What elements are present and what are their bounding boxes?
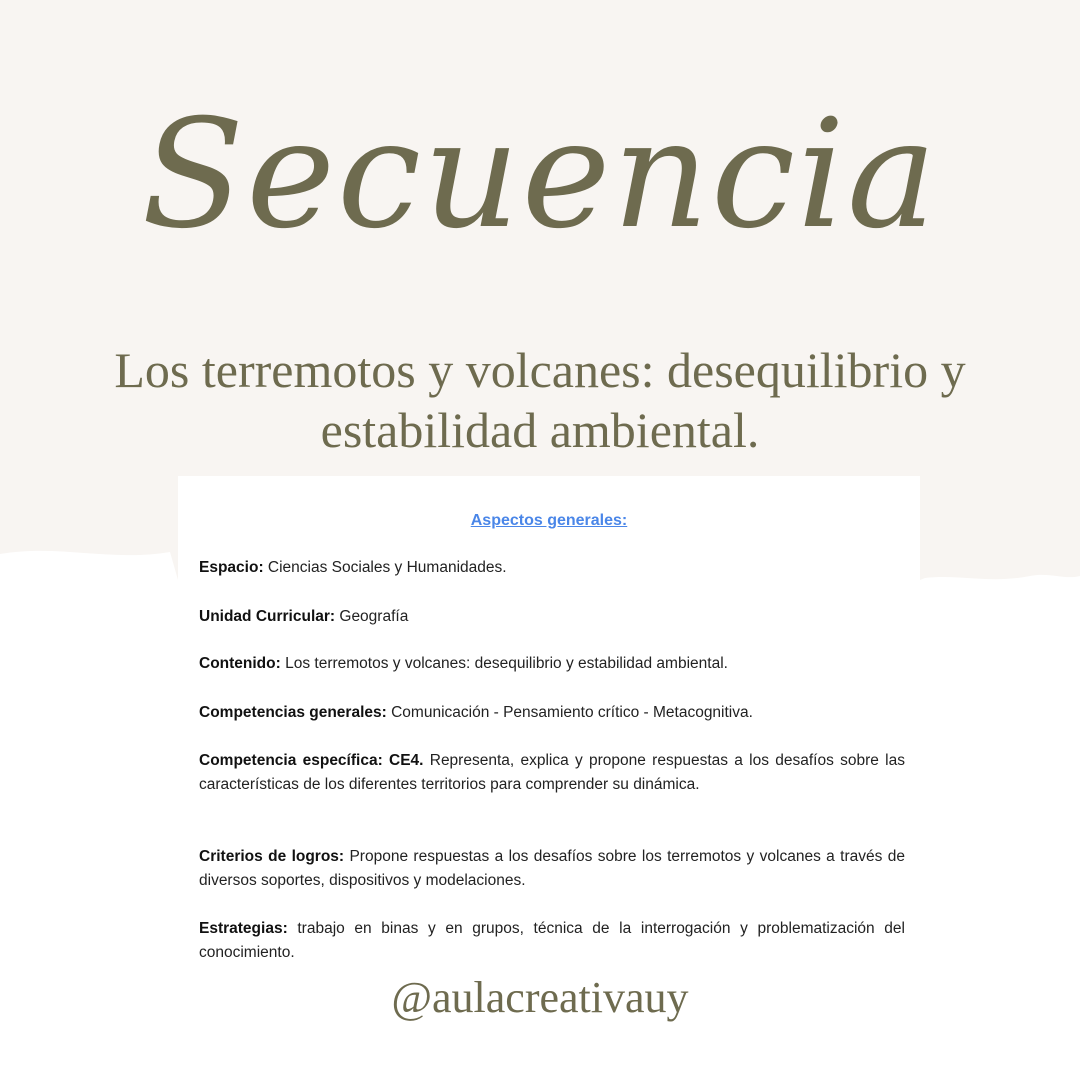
item-competencias-generales [199, 701, 905, 725]
item-label: Competencia específica: CE4. [199, 752, 424, 769]
social-handle: @aulacreativauy [391, 973, 689, 1022]
item-espacio [199, 556, 905, 580]
item-text: Geografía [335, 608, 409, 625]
item-text: Propone respuestas a los desafíos sobre los terremotos y volcanes a través de diversos soportes, dispositivos y modelaciones. [199, 848, 905, 889]
page-title: Secuencia [141, 88, 939, 262]
item-label: Contenido: [199, 655, 281, 672]
item-estrategias [199, 917, 905, 965]
document-card [178, 476, 920, 976]
item-label: Estrategias: [199, 920, 288, 937]
item-unidad-curricular [199, 605, 905, 629]
item-label: Unidad Curricular: [199, 608, 336, 625]
item-text: Los terremotos y volcanes: desequilibrio y estabilidad ambiental. [280, 655, 728, 672]
item-label: Competencias generales: [199, 704, 387, 721]
card-heading: Aspectos generales: [470, 512, 628, 529]
item-text: Comunicación - Pensamiento crítico - Metacognitiva. [386, 704, 753, 721]
item-text: Representa, explica y propone respuestas a los desafíos sobre las características de los diferentes territorios para comprender su dinámica. [199, 752, 905, 793]
item-competencia-especifica [199, 749, 905, 797]
item-text: trabajo en binas y en grupos, técnica de la interrogación y problematización del conocimiento. [199, 920, 905, 961]
page-subtitle: Los terremotos y volcanes: desequilibrio y estabilidad ambiental. [114, 342, 966, 458]
item-label: Espacio: [199, 559, 264, 576]
item-label: Criterios de logros: [199, 848, 345, 865]
item-text: Ciencias Sociales y Humanidades. [263, 559, 507, 576]
item-contenido [199, 652, 905, 676]
item-criterios-de-logros [199, 845, 905, 893]
